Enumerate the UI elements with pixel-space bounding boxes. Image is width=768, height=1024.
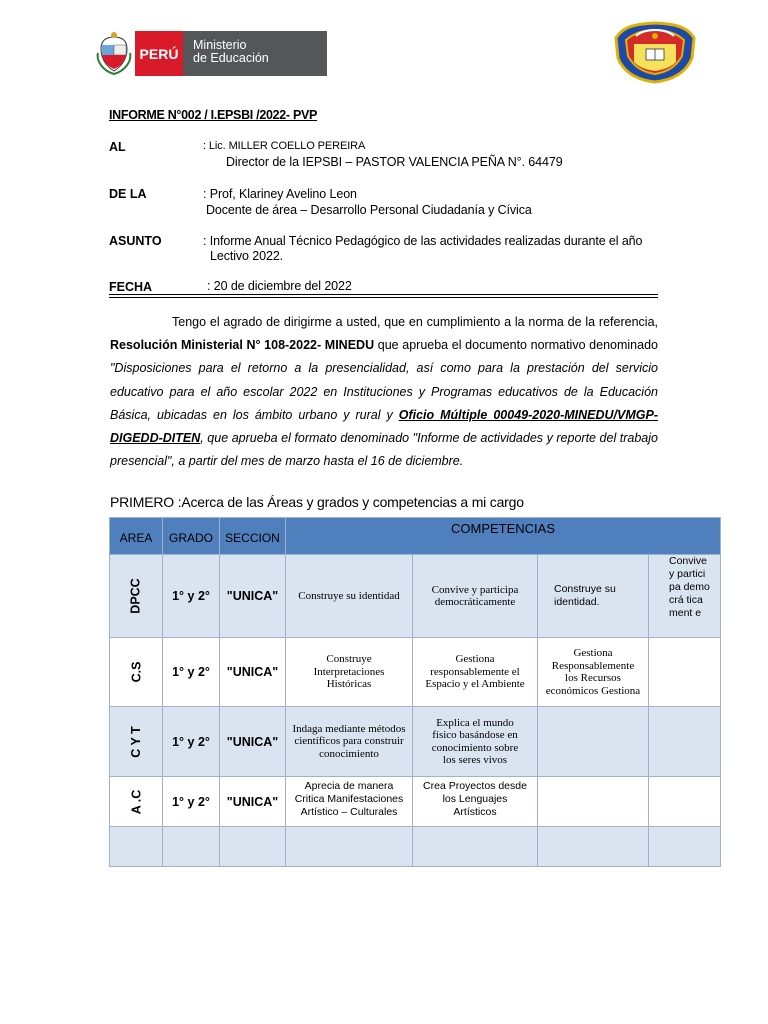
fecha-label: FECHA: [109, 280, 153, 294]
table-row: [110, 777, 721, 827]
report-title: INFORME N°002 / I.EPSBI /2022- PVP: [109, 108, 318, 122]
header-competencias: COMPETENCIAS: [286, 518, 721, 555]
ministry-name: Ministerio de Educación: [183, 31, 327, 76]
table-row: [110, 707, 721, 777]
header-area: AREA: [110, 518, 163, 555]
grado-cell: 1° y 2°: [163, 638, 220, 707]
table-header-row: [110, 518, 721, 555]
asunto-label: ASUNTO: [109, 234, 162, 248]
competency-cell: [649, 777, 721, 827]
header-grado: GRADO: [163, 518, 220, 555]
peru-label: PERÚ: [135, 31, 183, 76]
competency-cell: Gestiona responsablemente el Espacio y el Ambiente: [413, 638, 538, 707]
area-cell: DPCC: [128, 578, 143, 614]
section-title: PRIMERO :Acerca de las Áreas y grados y competencias a mi cargo: [110, 494, 524, 510]
para-intro: Tengo el agrado de dirigirme a usted, que en cumplimiento a la norma de la referencia,: [172, 315, 658, 329]
al-label: AL: [109, 140, 126, 154]
table-row: [110, 827, 721, 867]
table-row: [110, 555, 721, 638]
de-sender: : Prof, Klariney Avelino Leon: [203, 187, 357, 201]
competencies-table: [109, 517, 721, 867]
seccion-cell: "UNICA": [220, 555, 286, 638]
divider: [109, 297, 658, 298]
competency-cell: Convive y participa democrá ticament e: [649, 555, 721, 638]
competency-cell: Construye su identidad.: [538, 555, 649, 638]
de-label: DE LA: [109, 187, 147, 201]
al-position: Director de la IEPSBI – PASTOR VALENCIA PEÑA N°. 64479: [226, 155, 563, 169]
peru-coat-of-arms-icon: [95, 31, 133, 76]
divider: [109, 294, 658, 295]
norm-description: "Disposiciones para el retorno a la presencialidad, así como para la prestación del servicio educativo para el año escolar 2022 en Instituciones y Programas educativos de la Educación Básica, ubicadas en los ámbito urbano y rural y: [110, 361, 658, 422]
competency-cell: Aprecia de manera Critica Manifestaciones Artístico – Culturales: [286, 777, 413, 827]
oficio-reference: Oficio Múltiple 00049-2020-MINEDU/VMGP-DIGEDD-DITEN: [110, 407, 658, 446]
al-recipient: : Lic. MILLER COELLO PEREIRA: [203, 140, 366, 152]
competency-cell: [649, 638, 721, 707]
area-cell: C Y T: [129, 725, 143, 758]
competency-cell: Explica el mundo físico basándose en conocimiento sobre los seres vivos: [413, 707, 538, 777]
competency-cell: [538, 707, 649, 777]
resolution-reference: Resolución Ministerial N° 108-2022- MINEDU: [110, 338, 375, 353]
competency-cell: [538, 777, 649, 827]
area-cell: C.S: [129, 661, 143, 683]
seccion-cell: "UNICA": [220, 707, 286, 777]
header-seccion: SECCION: [220, 518, 286, 555]
competency-cell: Gestiona Responsablemente los Recursos económicos Gestiona: [538, 638, 649, 707]
competency-cell: Crea Proyectos desde los Lenguajes Artísticos: [413, 777, 538, 827]
fecha-value: : 20 de diciembre del 2022: [207, 279, 352, 293]
competency-cell: Convive y participa democráticamente: [413, 555, 538, 638]
competency-cell: Construye su identidad: [286, 555, 413, 638]
asunto-line1: : Informe Anual Técnico Pedagógico de las actividades realizadas durante el año: [203, 234, 643, 248]
table-row: [110, 638, 721, 707]
grado-cell: 1° y 2°: [163, 707, 220, 777]
competency-cell: Indaga mediante métodos científicos para construir conocimiento: [286, 707, 413, 777]
minedu-logo: [95, 31, 327, 76]
seccion-cell: "UNICA": [220, 777, 286, 827]
grado-cell: 1° y 2°: [163, 777, 220, 827]
body-paragraph: Tengo el agrado de dirigirme a usted, que en cumplimiento a la norma de la referencia, Resolución Ministerial N° 108-2022- MINEDU que aprueba el documento normativo denominado "Disposiciones para el retorno a la presencialidad, así como para la prestación del servicio educativo para el año escolar 2022 en Instituciones y Programas educativos de la Educación Básica, ubicadas en los ámbito urbano y rural y Oficio Múltiple 00049-2020-MINEDU/VMGP-DIGEDD-DITEN, que aprueba el formato denominado "Informe de actividades y reporte del trabajo presencial", a partir del mes de marzo hasta el 16 de diciembre.: [110, 315, 658, 469]
seccion-cell: "UNICA": [220, 638, 286, 707]
grado-cell: 1° y 2°: [163, 555, 220, 638]
area-cell: A .C: [128, 789, 143, 814]
school-crest-icon: [612, 18, 698, 84]
competency-cell: [649, 707, 721, 777]
asunto-line2: Lectivo 2022.: [210, 249, 284, 263]
de-position: Docente de área – Desarrollo Personal Ciudadanía y Cívica: [206, 203, 532, 217]
competency-cell: Construye Interpretaciones Históricas: [286, 638, 413, 707]
